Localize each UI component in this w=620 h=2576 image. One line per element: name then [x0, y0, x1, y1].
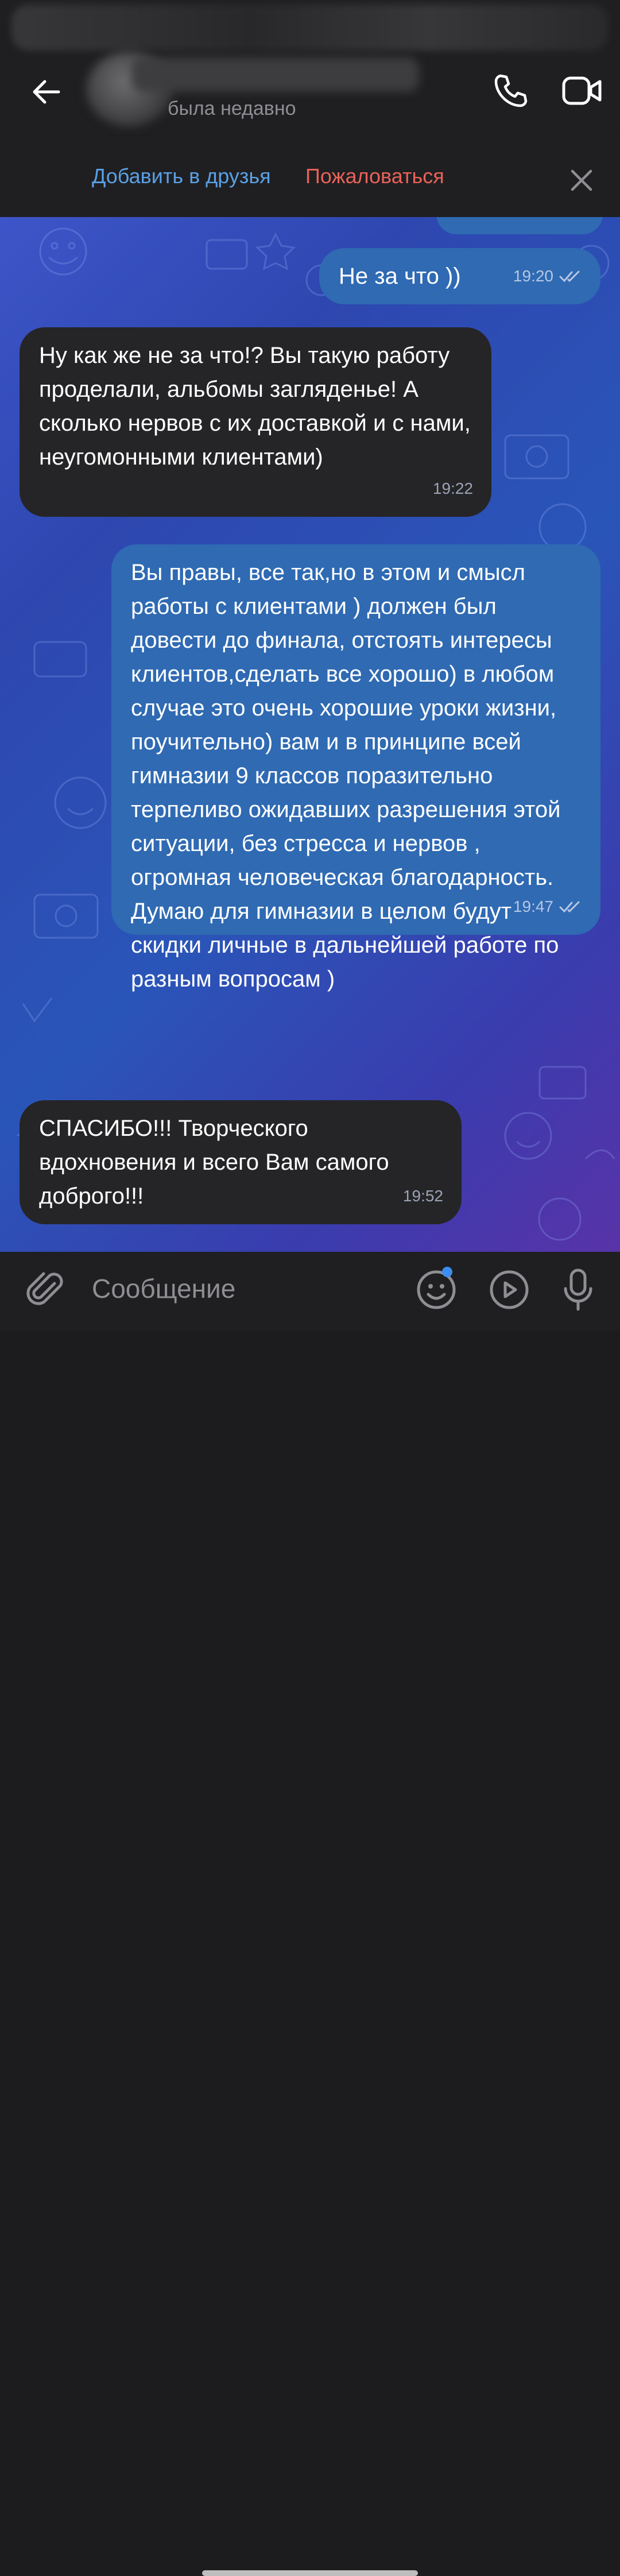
message-meta: [433, 471, 473, 505]
emoji-button[interactable]: [412, 1266, 460, 1314]
home-indicator[interactable]: [202, 2570, 418, 2576]
message-text: Ну как же не за что!? Вы такую работу проделали, альбомы загляденье! А сколько нервов с их доставкой и с нами, неугомонными клиентами): [39, 343, 471, 470]
play-icon: [489, 1269, 530, 1310]
message-bubble[interactable]: [20, 327, 491, 517]
video-camera-icon: [562, 75, 603, 107]
message-time: 19:22: [432, 479, 473, 497]
message-time: 19:47: [513, 898, 553, 915]
chat-area[interactable]: [0, 217, 620, 1252]
previous-message-partial: [436, 217, 603, 234]
back-button[interactable]: [23, 69, 69, 115]
phone-icon: [493, 72, 529, 109]
double-check-icon: [559, 900, 582, 914]
report-link[interactable]: Пожаловаться: [305, 164, 444, 188]
message-input[interactable]: [92, 1268, 390, 1309]
video-call-button[interactable]: [560, 68, 606, 114]
microphone-icon: [561, 1268, 595, 1312]
message-bubble[interactable]: [20, 1100, 462, 1224]
double-check-icon: [559, 269, 582, 283]
attach-button[interactable]: [23, 1267, 69, 1313]
arrow-left-icon: [30, 76, 62, 108]
message-composer: [0, 1252, 620, 1330]
message-bubble[interactable]: [319, 248, 600, 304]
notification-dot: [442, 1267, 452, 1277]
contact-name-redacted[interactable]: [132, 57, 419, 92]
paperclip-icon: [26, 1270, 66, 1310]
close-action-bar-button[interactable]: [565, 164, 598, 196]
contact-status: была недавно: [168, 98, 296, 119]
message-text: Не за что )): [339, 264, 461, 289]
chat-header: [0, 57, 620, 135]
voice-message-button[interactable]: [554, 1266, 602, 1314]
message-time: 19:20: [513, 267, 553, 285]
message-meta: [513, 889, 582, 923]
close-icon: [570, 169, 593, 192]
status-bar: [0, 0, 620, 57]
stickers-button[interactable]: [485, 1266, 533, 1314]
message-bubble[interactable]: [111, 544, 600, 992]
message-time: 19:52: [402, 1187, 443, 1205]
message-meta: [403, 1179, 443, 1213]
stranger-action-bar: [0, 136, 620, 217]
status-bar-redacted: [11, 5, 609, 51]
call-button[interactable]: [488, 68, 534, 114]
message-text: Вы правы, все так,но в этом и смысл работы с клиентами ) должен был довести до финала, отстоять интересы клиентов,сделать все хорошо) в любом случае это очень хорошие уроки жизни, поучительно) вам и в принципе всей гимназии 9 классов поразительно терпеливо ожидавших разрешения этой ситуации, без стресса и нервов , огромная человеческая благодарность. Думаю для гимназии в целом будут скидки личные в дальнейшей работе по разным вопросам ): [131, 560, 561, 992]
message-meta: [513, 259, 582, 293]
message-text: СПАСИБО!!! Творческого вдохновения и всего Вам самого доброго!!!: [39, 1116, 389, 1209]
add-friend-link[interactable]: Добавить в друзья: [92, 164, 271, 188]
